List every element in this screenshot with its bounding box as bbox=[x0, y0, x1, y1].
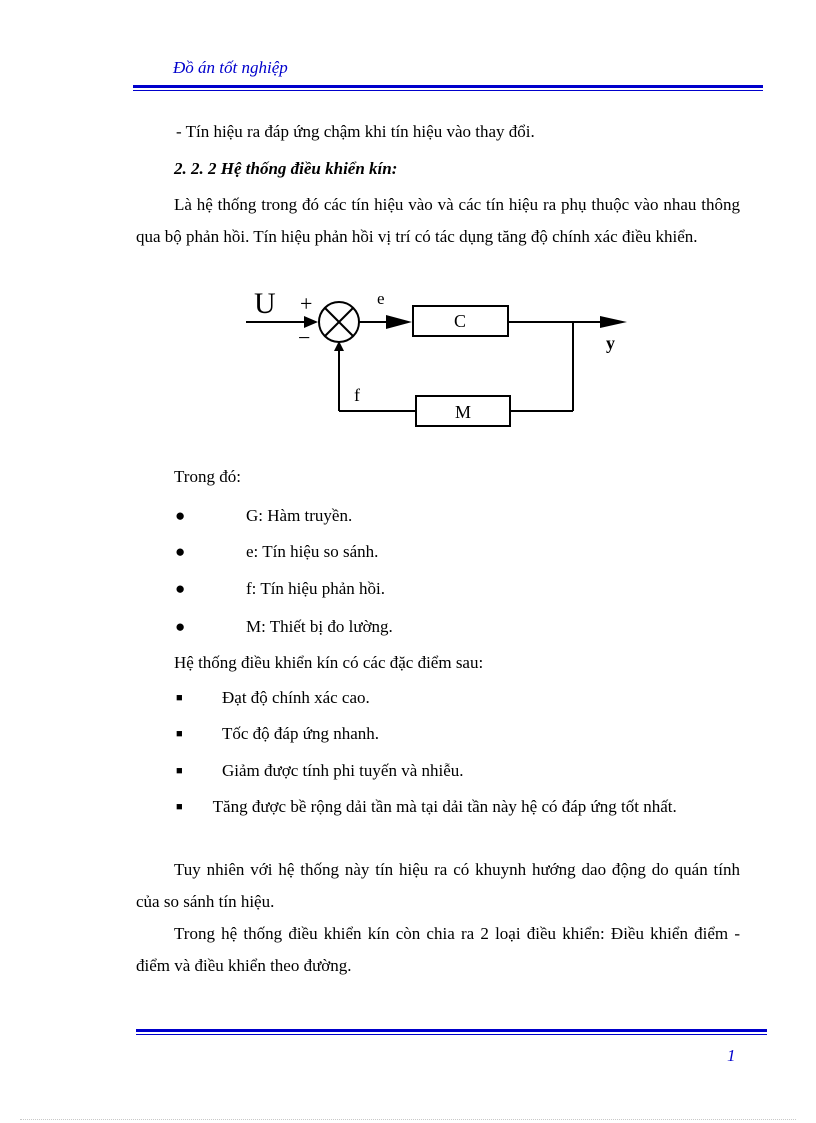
bullet-square-icon: ■ bbox=[176, 692, 183, 704]
paragraph-output-slow: - Tín hiệu ra đáp ứng chậm khi tín hiệu vào thay đổi. bbox=[176, 122, 535, 141]
features-intro: Hệ thống điều khiển kín có các đặc điểm sau: bbox=[174, 653, 484, 672]
bullet-square-icon: ■ bbox=[176, 765, 183, 777]
bullet-square-icon: ■ bbox=[176, 728, 183, 740]
footer-rule-thin bbox=[136, 1034, 767, 1035]
feature-item-long bbox=[136, 791, 740, 823]
paragraph-definition: Là hệ thống trong đó các tín hiệu vào và các tín hiệu ra phụ thuộc vào nhau thông qua bộ phản hồi. Tín hiệu phản hồi vị trí có tác dụng tăng độ chính xác điều khiển. bbox=[136, 195, 740, 246]
page-bottom-dotted-line bbox=[20, 1119, 796, 1120]
section-heading: 2. 2. 2 Hệ thống điều khiển kín: bbox=[174, 159, 398, 178]
footer-rule bbox=[136, 1029, 767, 1032]
minus-sign: − bbox=[298, 325, 311, 350]
bullet-dot-icon: ● bbox=[175, 579, 186, 598]
closed-loop-block-diagram bbox=[240, 285, 640, 435]
paragraph-oscillation: Tuy nhiên với hệ thống này tín hiệu ra có khuynh hướng dao động do quán tính của so sánh tín hiệu. bbox=[136, 860, 740, 911]
bullet-dot-icon: ● bbox=[175, 506, 186, 525]
header-rule bbox=[133, 85, 763, 88]
feature-text: Giảm được tính phi tuyến và nhiễu. bbox=[222, 761, 464, 780]
bullet-dot-icon: ● bbox=[175, 542, 186, 561]
controller-label: C bbox=[453, 311, 467, 331]
page-number: 1 bbox=[727, 1046, 736, 1065]
definition-text: G: Hàm truyền. bbox=[246, 506, 353, 525]
where-label: Trong đó: bbox=[174, 467, 241, 486]
definition-text: e: Tín hiệu so sánh. bbox=[246, 542, 379, 561]
feature-text: Tăng được bề rộng dải tần mà tại dải tần này hệ có đáp ứng tốt nhất. bbox=[212, 797, 677, 816]
feature-text: Tốc độ đáp ứng nhanh. bbox=[222, 724, 379, 743]
plus-sign: + bbox=[300, 291, 313, 316]
definition-text: f: Tín hiệu phản hồi. bbox=[246, 579, 385, 598]
paragraph-control-types: Trong hệ thống điều khiển kín còn chia ra 2 loại điều khiển: Điều khiển điểm - điểm và điều khiển theo đường. bbox=[136, 924, 740, 975]
header-title: Đồ án tốt nghiệp bbox=[173, 58, 288, 77]
error-arrow bbox=[386, 315, 412, 329]
input-label: U bbox=[254, 287, 276, 320]
feature-text: Đạt độ chính xác cao. bbox=[222, 688, 370, 707]
output-arrow bbox=[600, 316, 627, 328]
error-label: e bbox=[377, 289, 385, 308]
output-label: y bbox=[606, 333, 615, 353]
header-rule-thin bbox=[133, 90, 763, 91]
feedback-label: f bbox=[354, 385, 360, 405]
bullet-dot-icon: ● bbox=[175, 617, 186, 636]
bullet-square-icon: ■ bbox=[176, 801, 183, 813]
definition-text: M: Thiết bị đo lường. bbox=[246, 617, 393, 636]
measure-label: M bbox=[454, 402, 472, 422]
